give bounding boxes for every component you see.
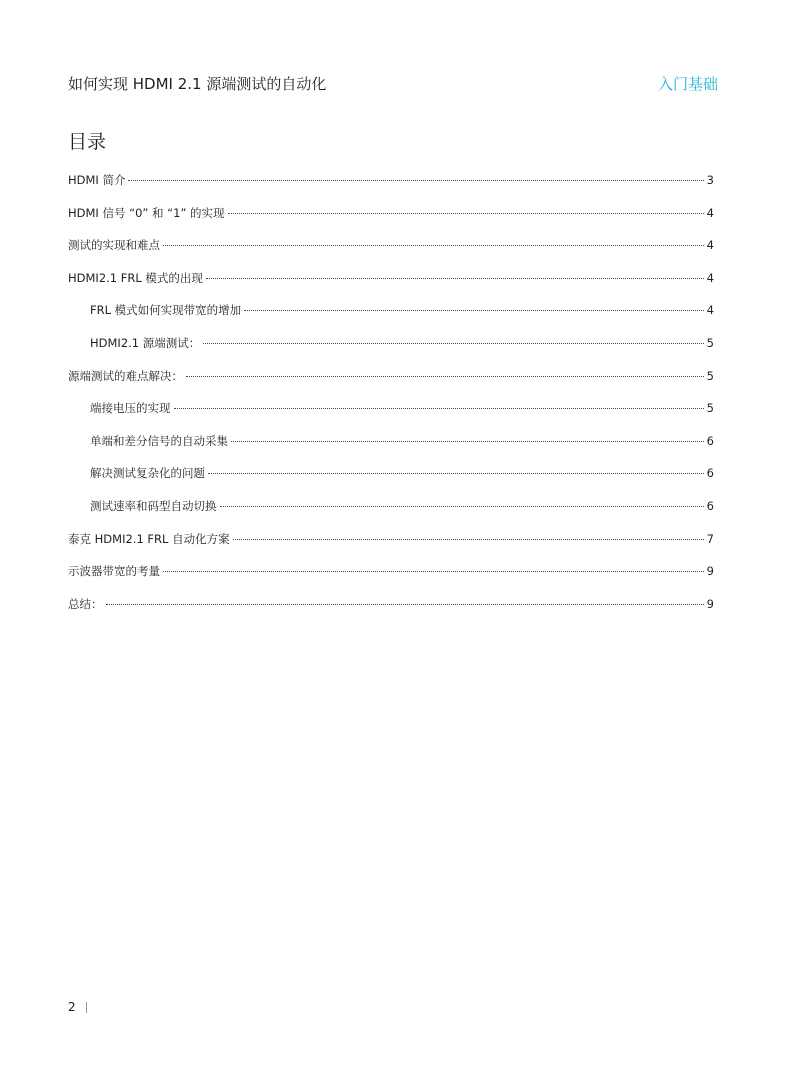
toc-entry-label[interactable]: FRL 模式如何实现带宽的增加 xyxy=(90,303,242,318)
toc-entry-label[interactable]: 源端测试的难点解决： xyxy=(68,368,183,383)
toc-entry-page-number[interactable]: 9 xyxy=(706,564,714,579)
toc-entry-page-number[interactable]: 5 xyxy=(706,401,714,416)
page-number: 2 xyxy=(68,1000,76,1014)
toc-entry[interactable] xyxy=(68,431,714,464)
toc-entry-label[interactable]: 解决测试复杂化的问题 xyxy=(90,466,205,481)
toc-dot-leader xyxy=(233,539,704,540)
toc-dot-leader xyxy=(128,180,703,181)
toc-entry[interactable] xyxy=(68,496,714,529)
toc-entry-page-number[interactable]: 7 xyxy=(706,531,714,546)
toc-dot-leader xyxy=(106,604,704,605)
document-title: 如何实现 HDMI 2.1 源端测试的自动化 xyxy=(68,75,327,93)
toc-entry-page-number[interactable]: 4 xyxy=(706,205,714,220)
toc-entry-page-number[interactable]: 4 xyxy=(706,238,714,253)
toc-entry-label[interactable]: 测试速率和码型自动切换 xyxy=(90,498,217,513)
toc-entry[interactable] xyxy=(68,300,714,333)
toc-entry-page-number[interactable]: 4 xyxy=(706,270,714,285)
toc-dot-leader xyxy=(203,343,703,344)
toc-entry[interactable] xyxy=(68,203,714,236)
toc-entry-label[interactable]: HDMI 简介 xyxy=(68,173,126,187)
toc-entry-page-number[interactable]: 3 xyxy=(706,173,714,187)
toc-entry[interactable] xyxy=(68,398,714,431)
toc-entry[interactable] xyxy=(68,463,714,496)
toc-entry[interactable] xyxy=(68,170,714,203)
toc-entry[interactable] xyxy=(68,268,714,301)
toc-entry-label[interactable]: 泰克 HDMI2.1 FRL 自动化方案 xyxy=(68,531,230,546)
page-footer xyxy=(68,998,87,1016)
toc-entry-page-number[interactable]: 5 xyxy=(706,335,714,350)
toc-entry-page-number[interactable]: 5 xyxy=(706,368,714,383)
toc-entry[interactable] xyxy=(68,366,714,399)
toc-dot-leader xyxy=(228,213,704,214)
toc-entry-label[interactable]: 示波器带宽的考量 xyxy=(68,564,160,579)
toc-dot-leader xyxy=(174,408,704,409)
toc-dot-leader xyxy=(208,473,704,474)
toc-entry-label[interactable]: HDMI2.1 源端测试： xyxy=(90,335,201,350)
toc-dot-leader xyxy=(163,571,704,572)
toc-entry[interactable] xyxy=(68,235,714,268)
toc-dot-leader xyxy=(231,441,704,442)
toc-dot-leader xyxy=(163,245,704,246)
toc-entry-label[interactable]: 端接电压的实现 xyxy=(90,401,171,416)
toc-entry-label[interactable]: 总结： xyxy=(68,596,103,611)
toc-entry[interactable] xyxy=(68,333,714,366)
category-label: 入门基础 xyxy=(657,75,718,93)
toc-dot-leader xyxy=(244,310,704,311)
toc-entry-page-number[interactable]: 6 xyxy=(706,466,714,481)
toc-entry-page-number[interactable]: 6 xyxy=(706,498,714,513)
toc-entry[interactable] xyxy=(68,561,714,594)
toc-entry-page-number[interactable]: 4 xyxy=(706,303,714,318)
toc-entry-label[interactable]: 单端和差分信号的自动采集 xyxy=(90,433,228,448)
toc-entry-page-number[interactable]: 6 xyxy=(706,433,714,448)
toc-entry-label[interactable]: 测试的实现和难点 xyxy=(68,238,160,253)
toc-entry-label[interactable]: HDMI 信号 “0” 和 “1” 的实现 xyxy=(68,205,225,220)
toc-dot-leader xyxy=(186,376,704,377)
toc-entry-page-number[interactable]: 9 xyxy=(706,596,714,611)
toc-entry-label[interactable]: HDMI2.1 FRL 模式的出现 xyxy=(68,270,203,285)
toc-entry[interactable] xyxy=(68,594,714,627)
footer-divider xyxy=(86,1002,87,1013)
toc-entry[interactable] xyxy=(68,529,714,562)
toc-dot-leader xyxy=(220,506,704,507)
toc-heading: 目录 xyxy=(68,131,107,153)
table-of-contents xyxy=(68,170,714,626)
toc-dot-leader xyxy=(206,278,704,279)
